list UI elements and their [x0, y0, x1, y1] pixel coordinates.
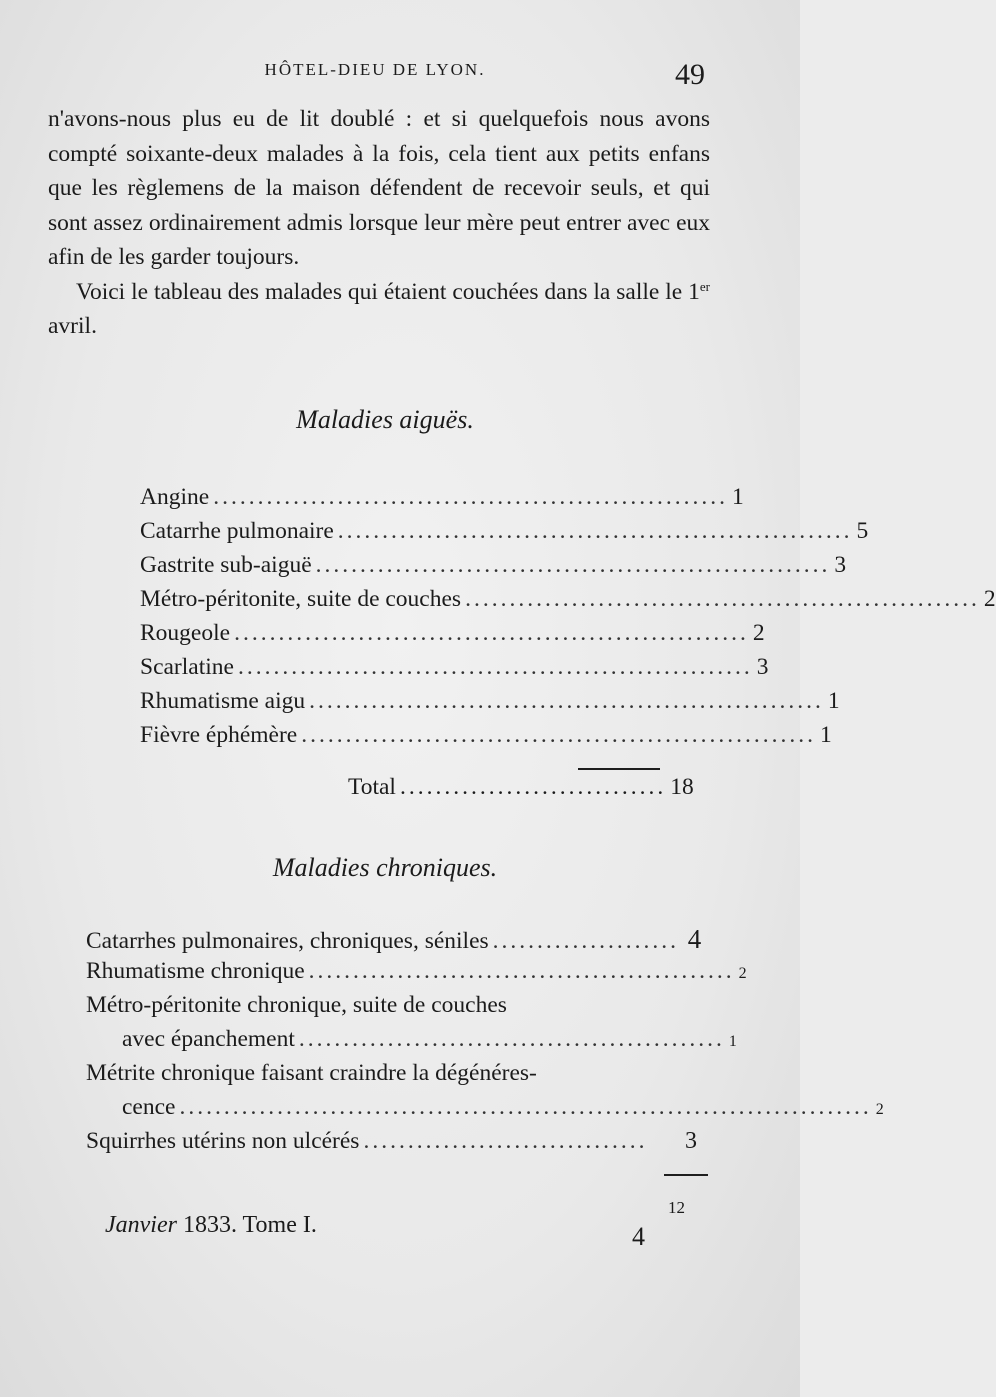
- list-item: [140, 654, 769, 688]
- disease-label: Gastrite sub-aiguë: [140, 552, 312, 578]
- acute-section-title: Maladies aiguës.: [296, 405, 474, 434]
- list-item: [140, 620, 765, 654]
- paragraph-2-text: Voici le tableau des malades qui étaient couchées dans la salle le 1: [76, 278, 700, 305]
- leader-dots: ..............................................................................: [179, 1094, 872, 1120]
- leader-dots: ................................: [363, 1128, 648, 1154]
- list-item: [86, 958, 747, 992]
- disease-label: Fièvre éphémère: [140, 722, 298, 748]
- chronic-disease-list: [86, 924, 884, 1162]
- disease-count: 2: [752, 620, 765, 646]
- list-item: [86, 1060, 706, 1094]
- acute-total-label: Total: [348, 774, 396, 800]
- disease-count: 4: [687, 924, 702, 954]
- footer-imprint: [105, 1212, 317, 1239]
- list-item: [86, 924, 706, 958]
- disease-label: Rhumatisme aigu: [140, 688, 306, 714]
- list-item: [86, 1128, 706, 1162]
- disease-label: Rougeole: [140, 620, 231, 646]
- leader-dots: ................................................: [308, 958, 735, 984]
- disease-label: Catarrhes pulmonaires, chroniques, séniles: [86, 928, 489, 954]
- leader-dots: ..........................................................: [234, 620, 749, 646]
- list-item: [86, 992, 706, 1026]
- leader-dots: ..........................................................: [309, 688, 824, 714]
- disease-label: Angine: [140, 484, 210, 510]
- acute-total-rule: [578, 768, 660, 770]
- list-item-continuation: [86, 1026, 737, 1060]
- acute-total-value: 18: [670, 774, 694, 800]
- list-item: [140, 586, 996, 620]
- list-item: [140, 552, 847, 586]
- disease-count: 2: [738, 965, 747, 982]
- footer-year-volume: 1833. Tome I.: [176, 1212, 317, 1238]
- disease-count: 2: [875, 1101, 884, 1118]
- acute-disease-list: [140, 484, 996, 756]
- disease-label: Métro-péritonite, suite de couches: [140, 586, 462, 612]
- leader-dots: ..........................................................: [301, 722, 816, 748]
- disease-count: 1: [827, 688, 840, 714]
- paragraph-1: n'avons-nous plus eu de lit doublé : et si quelquefois nous avons compté soixante-deux malades à la fois, cela tient aux petits enfans que les règlemens de la maison défendent de recevoir seuls, et qui sont assez ordinairement admis lorsque leur mère peut entrer avec eux afin de les garder toujours.: [48, 106, 710, 270]
- acute-total-row: [348, 774, 694, 801]
- footer-month: Janvier: [105, 1212, 177, 1238]
- disease-label: Squirrhes utérins non ulcérés: [86, 1128, 360, 1154]
- disease-label: Scarlatine: [140, 654, 234, 680]
- disease-count: 3: [685, 1128, 697, 1154]
- disease-count: 5: [856, 518, 869, 544]
- chronic-total-rule: [664, 1174, 708, 1176]
- chronic-total-value: 12: [668, 1198, 685, 1217]
- leader-dots: .....................: [492, 928, 680, 954]
- disease-count: 3: [834, 552, 847, 578]
- chronic-section-title: Maladies chroniques.: [272, 853, 498, 882]
- leader-dots: ..........................................................: [337, 518, 853, 544]
- disease-count: 1: [731, 484, 744, 510]
- disease-label: Catarrhe pulmonaire: [140, 518, 334, 544]
- disease-label: Rhumatisme chronique: [86, 958, 305, 984]
- list-item: [140, 518, 869, 552]
- leader-dots: ................................................: [298, 1026, 725, 1052]
- list-item: [140, 484, 744, 518]
- disease-label-line1: Métro-péritonite chronique, suite de couches: [86, 992, 507, 1018]
- paragraph-2-end: avril.: [48, 313, 97, 339]
- ordinal-superscript: er: [699, 278, 710, 294]
- body-text: [48, 102, 710, 344]
- list-item: [140, 722, 832, 756]
- page-number: 49: [675, 58, 705, 91]
- leader-dots: ..........................................................: [465, 586, 980, 612]
- disease-count: 3: [756, 654, 769, 680]
- paragraph-2: [48, 275, 710, 344]
- leader-dots: ..........................................................: [237, 654, 753, 680]
- disease-count: 2: [983, 586, 996, 612]
- running-head: HÔTEL-DIEU DE LYON.: [264, 60, 486, 79]
- list-item-continuation: [86, 1094, 884, 1128]
- disease-label-line2: cence: [122, 1094, 176, 1120]
- disease-count: 1: [728, 1033, 737, 1050]
- disease-label-line2: avec épanchement: [122, 1026, 295, 1052]
- disease-label-line1: Métrite chronique faisant craindre la dégénéres-: [86, 1060, 537, 1086]
- leader-dots: ..............................: [399, 774, 667, 800]
- leader-dots: ..........................................................: [213, 484, 728, 510]
- signature-mark: 4: [632, 1222, 645, 1251]
- disease-count: 1: [820, 722, 832, 748]
- list-item: [140, 688, 840, 722]
- leader-dots: ..........................................................: [315, 552, 831, 578]
